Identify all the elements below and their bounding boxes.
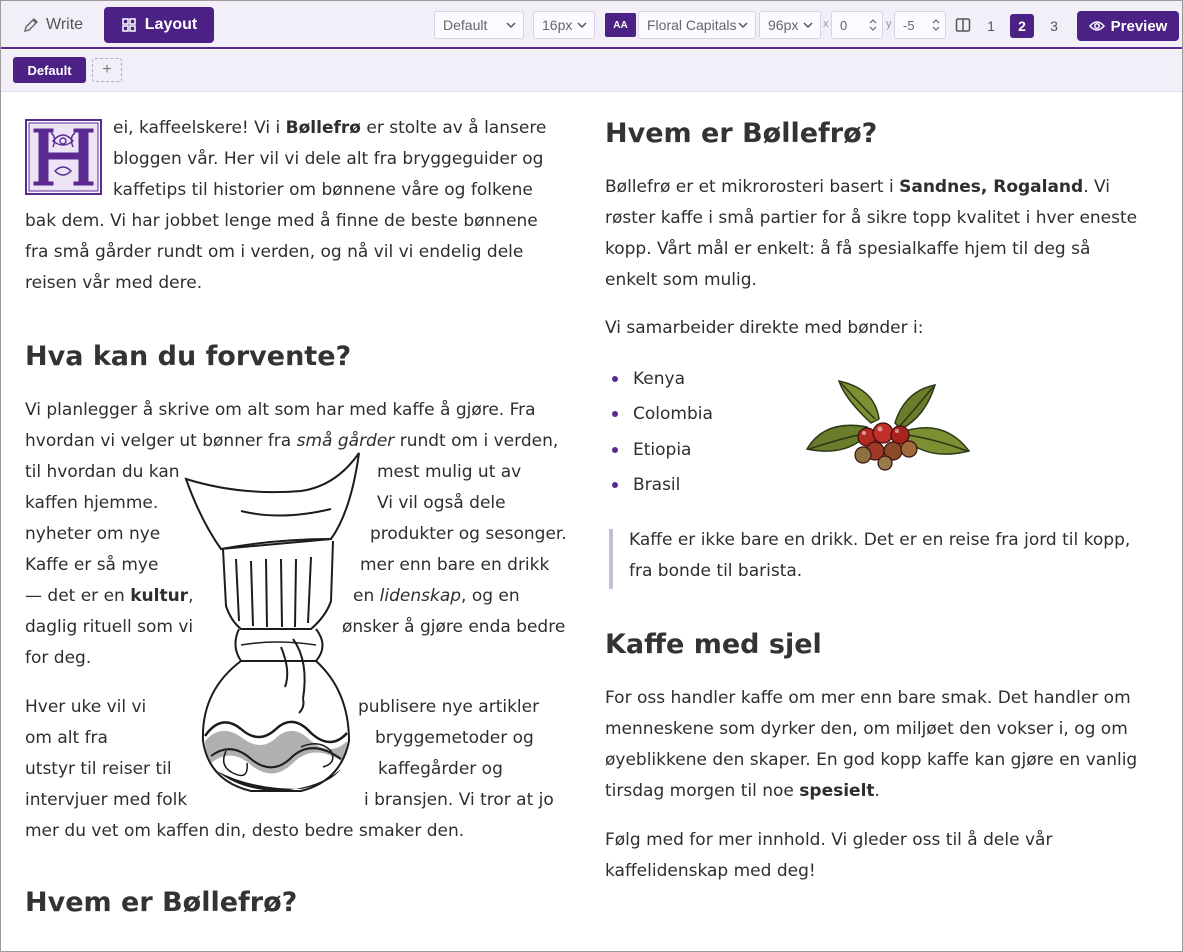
layout-tabs-bar [1,50,1182,92]
weekly-line-3b: kaffegårder og [378,759,503,779]
weekly-line-3a: utstyr til reiser til [25,759,172,779]
chemex-illustration [181,451,366,801]
weekly-line-1a: Hver uke vil vi [25,697,147,717]
font-size-value: 16px [542,17,573,33]
chevron-down-icon [576,19,588,31]
bullet-dot [612,411,618,417]
style-select[interactable] [434,11,524,39]
country-item: Brasil [633,475,681,495]
columns-icon [955,17,971,33]
weekly-line-2a: om alt fra [25,728,108,748]
intro-line-1: ei, kaffeelskere! Vi i Bøllefrø er stolte av å lansere [113,118,547,138]
write-label: Write [46,16,84,33]
heading-who: Hvem er Bøllefrø? [605,118,878,149]
y-offset-value: -5 [903,17,915,33]
soul-line-1: For oss handler kaffe om mer enn bare smak. Det handler om [605,688,1131,708]
intro-line-4: bak dem. Vi har jobbet lenge med å finne de beste bønnene [25,211,538,231]
expect-line-1: Vi planlegger å skrive om alt som har med kaffe å gjøre. Fra [25,400,536,420]
chevron-down-icon [802,19,814,31]
soul-line-2: menneskene som dyrker den, om miljøet den vokser i, og om [605,719,1128,739]
columns-2-button[interactable]: 2 [1010,14,1034,38]
soul-line-3: øyeblikkene den skaper. En god kopp kaffe kan gjøre en vanlig [605,750,1138,770]
layout-tab-default[interactable]: Default [13,57,86,83]
heading-who-left: Hvem er Bøllefrø? [25,887,298,918]
x-offset-value: 0 [840,17,848,33]
chevron-down-icon [737,19,749,31]
expect-line-6b: mer enn bare en drikk [360,555,550,575]
expect-line-6a: Kaffe er så mye [25,555,159,575]
who-line-4: enkelt som mulig. [605,270,757,290]
expect-line-2: hvordan vi velger ut bønner fra små gårder rundt om i verden, [25,431,559,451]
bullet-dot [612,447,618,453]
quote-line-2: fra bonde til barista. [629,561,803,581]
quote-line-1: Kaffe er ikke bare en drikk. Det er en reise fra jord til kopp, [629,530,1131,550]
floral-capital-h [27,121,100,193]
country-item: Colombia [633,404,713,424]
country-item: Kenya [633,369,686,389]
grid-icon [121,17,137,33]
x-offset-label: x [823,18,829,30]
expect-line-7b: en lidenskap, og en [353,586,520,606]
coffee-cherries-illustration [805,379,971,475]
preview-button[interactable] [1077,11,1179,41]
expect-line-4b: Vi vil også dele [377,493,506,513]
expect-line-3b: mest mulig ut av [377,462,522,482]
font-size-select[interactable] [533,11,595,39]
intro-line-6: reisen vår med dere. [25,273,203,293]
heading-soul: Kaffe med sjel [605,629,822,660]
dropcap-ornament [25,119,102,195]
stepper-arrows-icon[interactable] [868,17,878,33]
pencil-icon [23,17,39,33]
eye-icon [1089,20,1105,32]
intro-line-3: kaffetips til historier om bønnene våre og folkene [113,180,533,200]
weekly-line-1b: publisere nye artikler [358,697,540,717]
weekly-line-4b: i bransjen. Vi tror at jo [364,790,554,810]
write-mode-button[interactable] [15,10,91,40]
weekly-line-2b: bryggemetoder og [375,728,534,748]
dropcap-font-value: Floral Capitals [647,17,737,33]
layout-mode-button[interactable] [104,7,214,43]
layout-label: Layout [144,16,198,33]
expect-line-5b: produkter og sesonger. [370,524,567,544]
partners-intro: Vi samarbeider direkte med bønder i: [605,318,924,338]
heading-expect: Hva kan du forvente? [25,341,352,372]
dropcap-font-select[interactable] [638,11,756,39]
blockquote-bar [609,529,613,589]
who-line-3: kopp. Vårt mål er enkelt: å få spesialkaffe hjem til deg så [605,239,1091,259]
columns-3-button[interactable]: 3 [1050,18,1058,34]
expect-line-8b: ønsker å gjøre enda bedre [342,617,566,637]
who-line-2: røster kaffe i små partier for å sikre topp kvalitet i hver eneste [605,208,1138,228]
x-offset-stepper[interactable] [831,11,883,39]
follow-line-2: kaffelidenskap med deg! [605,861,816,881]
expect-line-7a: — det er en kultur, [25,586,194,606]
soul-line-4: tirsdag morgen til noe spesielt. [605,781,880,801]
editor-toolbar [1,1,1182,49]
dropcap-size-value: 96px [768,17,799,33]
expect-line-4a: kaffen hjemme. [25,493,159,513]
expect-line-5a: nyheter om nye [25,524,161,544]
article-canvas [1,93,1182,951]
intro-line-2: bloggen vår. Her vil vi dele alt fra bryggeguider og [113,149,544,169]
dropcap-toggle-button[interactable]: AA [605,13,636,37]
preview-label: Preview [1110,17,1168,35]
columns-1-button[interactable]: 1 [987,18,995,34]
y-offset-label: y [886,18,892,30]
add-layout-button[interactable]: + [92,58,122,82]
expect-line-9: for deg. [25,648,92,668]
weekly-line-5: mer du vet om kaffen din, desto bedre smaker den. [25,821,465,841]
chevron-down-icon [505,19,517,31]
dropcap-size-select[interactable] [759,11,821,39]
bullet-dot [612,376,618,382]
expect-line-8a: daglig rituell som vi [25,617,194,637]
expect-line-3a: til hvordan du kan [25,462,180,482]
follow-line-1: Følg med for mer innhold. Vi gleder oss til å dele vår [605,830,1053,850]
stepper-arrows-icon[interactable] [931,17,941,33]
y-offset-stepper[interactable] [894,11,946,39]
bullet-dot [612,482,618,488]
who-line-1: Bøllefrø er et mikrorosteri basert i Sandnes, Rogaland. Vi [605,177,1111,197]
country-item: Etiopia [633,440,692,460]
weekly-line-4a: intervjuer med folk [25,790,188,810]
intro-line-5: fra små gårder rundt om i verden, og nå vil vi endelig dele [25,242,524,262]
style-select-value: Default [443,17,488,33]
